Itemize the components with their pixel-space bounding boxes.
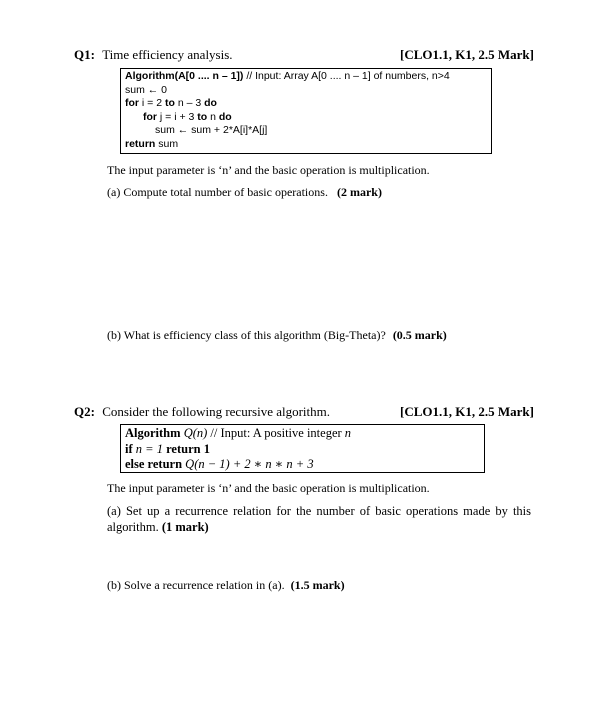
- q1-label: Q1:: [74, 47, 95, 62]
- q1-part-a: (a) Compute total number of basic operations. (2 mark): [107, 185, 382, 199]
- q1-algo-line3: for i = 2 to n – 3 do: [125, 97, 217, 109]
- q1-algo-line6: return sum: [125, 137, 179, 150]
- q1-algo-line2: sum ← 0: [125, 83, 168, 96]
- q2-part-a: (a) Set up a recurrence relation for the number of basic operations made by this algorithm. (1 mark): [107, 504, 531, 534]
- q1-algorithm-box: [120, 68, 492, 154]
- q2-part-b: (b) Solve a recurrence relation in (a). (1.5 mark): [107, 578, 345, 592]
- q1-meta: [CLO1.1, K1, 2.5 Mark]: [400, 47, 534, 62]
- q1-algo-header: Algorithm(A[0 .... n – 1]) // Input: Array A[0 .... n – 1] of numbers, n>4: [125, 70, 450, 82]
- q1-heading-row: [74, 47, 233, 63]
- q2-intro: The input parameter is ‘n’ and the basic operation is multiplication.: [107, 481, 430, 495]
- q1-part-b: (b) What is efficiency class of this algorithm (Big-Theta)? (0.5 mark): [107, 328, 447, 342]
- q2-label: Q2:: [74, 404, 95, 419]
- q2-meta: [CLO1.1, K1, 2.5 Mark]: [400, 404, 534, 419]
- q2-algo-line1: Algorithm Q(n) // Input: A positive integer n: [125, 426, 352, 440]
- q2-algorithm-box: [120, 424, 485, 473]
- q2-heading: Consider the following recursive algorithm.: [102, 404, 331, 419]
- q1-algo-line4: for j = i + 3 to n do: [143, 110, 232, 123]
- q1-intro: The input parameter is ‘n’ and the basic operation is multiplication.: [107, 163, 430, 177]
- q1-heading: Time efficiency analysis.: [102, 47, 233, 62]
- q2-heading-row: [74, 404, 330, 420]
- q2-algo-line2: if n = 1 return 1: [125, 441, 210, 456]
- q2-algo-line3: else return Q(n − 1) + 2 ∗ n ∗ n + 3: [125, 457, 314, 471]
- q1-algo-line5: sum ← sum + 2*A[i]*A[j]: [155, 124, 268, 136]
